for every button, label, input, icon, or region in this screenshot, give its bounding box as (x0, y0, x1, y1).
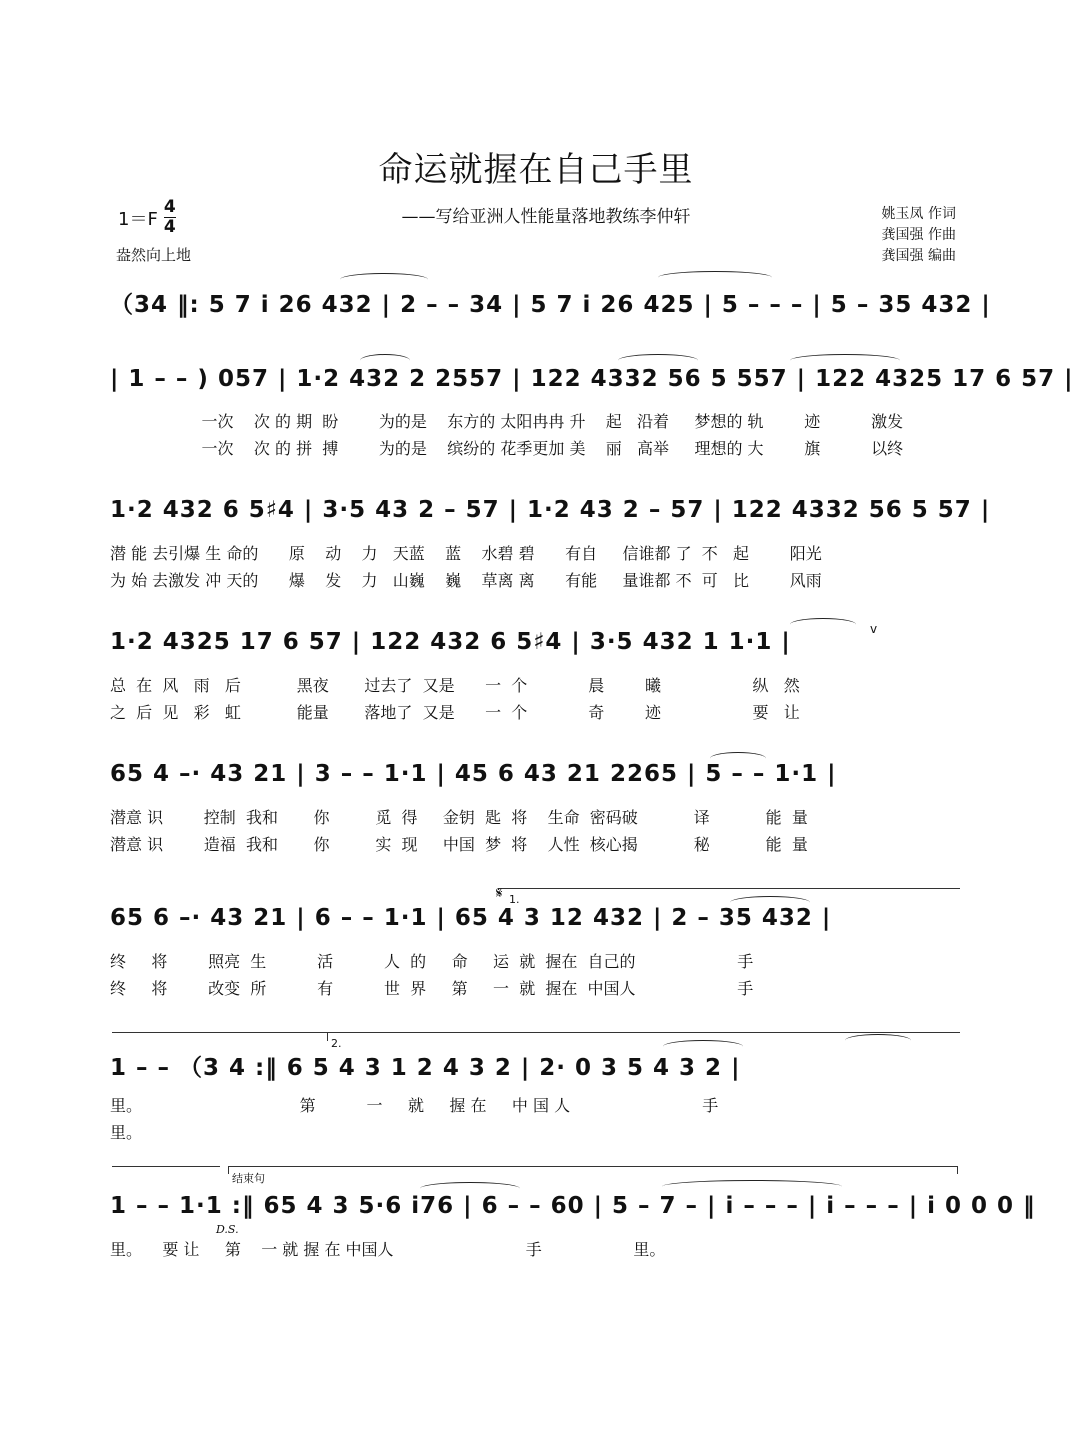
notation-row-2: | 1 – – ) 057 | 1·2 432 2 2557 | 122 4332 56 5 557 | 122 4325 17 6 57 | (110, 366, 1074, 392)
volta-1-label: 1. (509, 893, 520, 906)
song-subtitle: ——写给亚洲人性能量落地教练李仲轩 (401, 207, 691, 227)
lyric-row-5-verse-2: 潜意 识 造福 我和 你 实 现 中国 梦 将 人性 核心揭 秘 能 量 (110, 835, 808, 854)
arranger-credit: 龚国强 编曲 (881, 248, 956, 264)
lyric-row-4-verse-2: 之 后 见 彩 虹 能量 落地了 又是 一 个 奇 迹 要 让 (110, 703, 800, 722)
ds-marking: D.S. (216, 1223, 239, 1236)
lyric-row-8-verse-1: 里。 要 让 第 一 就 握 在 中国人 手 里。 (110, 1240, 666, 1259)
volta-2-label: 2. (331, 1037, 342, 1050)
ending-bracket-left-tick (228, 1166, 229, 1174)
composer-credit: 龚国强 作曲 (881, 227, 956, 243)
notation-row-7: 1 – – （3 4 :‖ 6 5 4 3 1 2 4 3 2 | 2· 0 3 5 4 3 2 | (110, 1055, 741, 1081)
time-signature-top: 4 (163, 197, 176, 217)
notation-row-8: 1 – – 1·1 :‖ 65 4 3 5·6 i76 | 6 – – 60 | 5 – 7 – | i – – – | i – – – | i 0 0 0 ‖ (110, 1193, 1036, 1219)
song-title: 命运就握在自己手里 (378, 150, 694, 190)
credits (882, 204, 956, 267)
time-signature-bottom: 4 (163, 217, 176, 237)
volta-bracket-continuation (112, 1032, 960, 1033)
ending-label: 结束句 (232, 1172, 265, 1185)
lyric-row-3-verse-2: 为 始 去激发 冲 天的 爆 发 力 山巍 巍 草离 离 有能 量谁都 不 可 比 风雨 (110, 571, 822, 590)
lyric-row-4-verse-1: 总 在 风 雨 后 黑夜 过去了 又是 一 个 晨 曦 纵 然 (110, 676, 800, 695)
slur-mark (340, 273, 428, 286)
lyric-row-3-verse-1: 潜 能 去引爆 生 命的 原 动 力 天蓝 蓝 水碧 碧 有自 信谁都 了 不 起 阳光 (110, 544, 822, 563)
notation-row-5: 65 4 –· 43 21 | 3 – – 1·1 | 45 6 43 21 2265 | 5 – – 1·1 | (110, 761, 837, 787)
notation-row-6: 65 6 –· 43 21 | 6 – – 1·1 | 65 4 3 12 432 | 2 – 35 432 | (110, 905, 832, 931)
volta-bracket-end (112, 1166, 220, 1167)
notation-row-1: （34 ‖: 5 7 i 26 432 | 2 – – 34 | 5 7 i 26 425 | 5 – – – | 5 – 35 432 | (110, 292, 991, 318)
breath-mark: v (870, 622, 878, 636)
lyricist-credit: 姚玉凤 作词 (881, 206, 956, 222)
ending-bracket (228, 1166, 958, 1167)
time-signature (164, 198, 176, 237)
volta-bracket-1 (498, 888, 960, 889)
lyric-row-2-verse-2: 一次 次 的 拼 搏 为的是 缤纷的 花季更加 美 丽 高举 理想的 大 旗 以终 (110, 439, 904, 458)
ending-bracket-right-tick (957, 1166, 958, 1174)
lyric-row-6-verse-1: 终 将 照亮 生 活 人 的 命 运 就 握在 自己的 手 (110, 952, 754, 971)
lyric-row-6-verse-2: 终 将 改变 所 有 世 界 第 一 就 握在 中国人 手 (110, 979, 754, 998)
key-signature (118, 198, 176, 237)
key-label: 1＝F (118, 208, 158, 230)
lyric-row-5-verse-1: 潜意 识 控制 我和 你 觅 得 金钥 匙 将 生命 密码破 译 能 量 (110, 808, 808, 827)
segno-sign: 𝄋 (496, 884, 503, 902)
notation-row-3: 1·2 432 6 5♯4 | 3·5 43 2 – 57 | 1·2 43 2 – 57 | 122 4332 56 5 57 | (110, 497, 991, 523)
lyric-row-2-verse-1: 一次 次 的 期 盼 为的是 东方的 太阳冉冉 升 起 沿着 梦想的 轨 迹 激发 (110, 412, 904, 431)
volta-2-tick (327, 1033, 328, 1041)
notation-row-4: 1·2 4325 17 6 57 | 122 432 6 5♯4 | 3·5 432 1 1·1 | (110, 629, 791, 655)
lyric-row-7-verse-1: 里。 第 一 就 握 在 中 国 人 手 (110, 1096, 719, 1115)
lyric-row-7-verse-2: 里。 (110, 1123, 143, 1142)
slur-mark (845, 1034, 911, 1047)
slur-mark (662, 1180, 842, 1193)
slur-mark (658, 271, 772, 284)
tempo-marking: 盎然向上地 (116, 246, 192, 264)
